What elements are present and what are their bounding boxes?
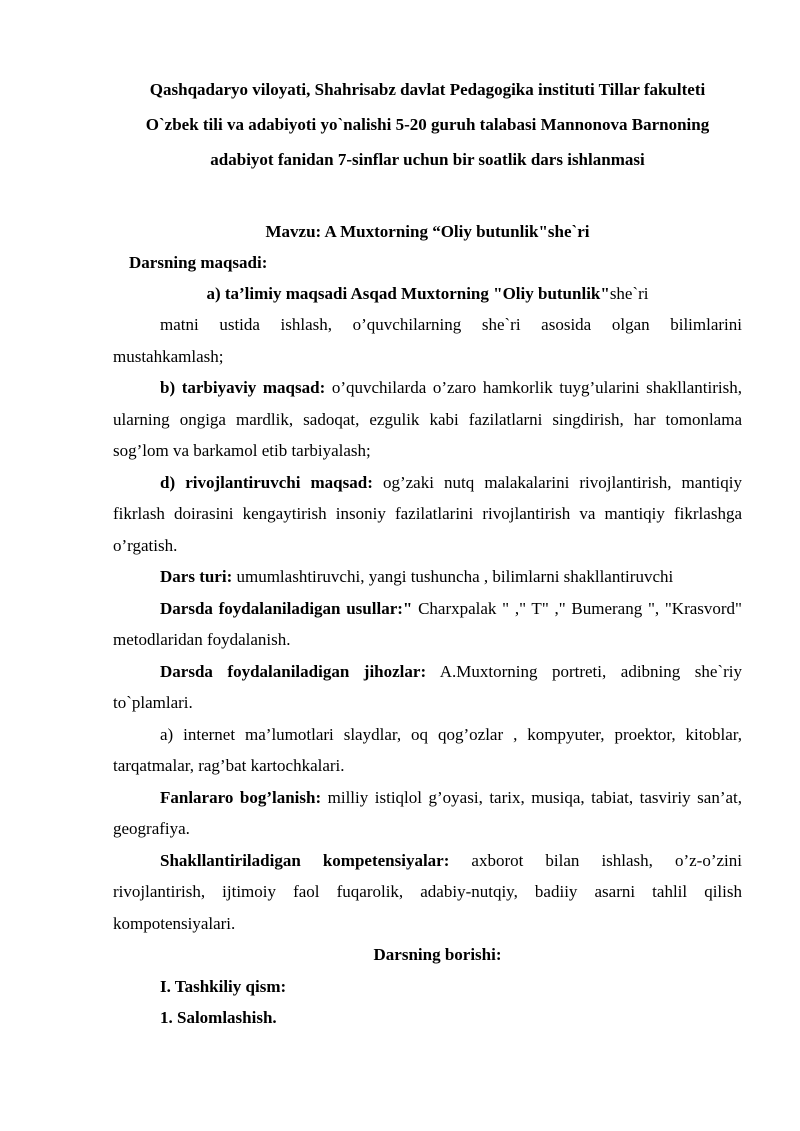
lesson-equipment-text: A.Muxtorning portreti, adibning she`riy to`plamlari.: [113, 661, 742, 712]
competencies-label: Shakllantiriladigan kompetensiyalar:: [160, 850, 450, 870]
competencies-text: axborot bilan ishlash, o’z-o’zini rivojlantirish, ijtimoiy faol fuqarolik, adabiy-nutqiy, badiiy asarni tahlil qilish kompotensiyalari.: [113, 850, 742, 933]
educational-goal-text: matni ustida ishlash, o’quvchilarning she`ri asosida olgan bilimlarini mustahkamlash;: [113, 315, 742, 366]
header-line-3: adabiyot fanidan 7-sinflar uchun bir soatlik dars ishlanmasi: [210, 150, 645, 169]
developmental-goal-text: og’zaki nutq malakalarini rivojlantirish, mantiqiy fikrlash doirasini kengaytirish insoniy fazilatlarini rivojlantirish va mantiqiy fikrlashga o’rgatish.: [113, 472, 742, 555]
interdisciplinary-label: Fanlararo bog’lanish:: [160, 787, 322, 807]
document-header: [113, 72, 742, 177]
document-page: [113, 72, 742, 1034]
lesson-topic: Mavzu: A Muxtorning “Oliy butunlik"she`ri: [265, 222, 590, 241]
header-line-2: O`zbek tili va adabiyoti yo`nalishi 5-20 guruh talabasi Mannonova Barnoning: [145, 115, 710, 134]
lesson-methods-text: Charxpalak " ," T" ," Bumerang ", "Krasvord" metodlaridan foydalanish.: [113, 598, 742, 649]
lesson-type-text: umumlashtiruvchi, yangi tushuncha , bilimlarni shakllantiruvchi: [232, 567, 674, 586]
competencies: [113, 845, 742, 940]
educational-goal-heading: [113, 278, 742, 309]
lesson-type-label: Dars turi:: [160, 567, 233, 586]
lesson-type: [113, 561, 742, 593]
organizational-part-heading: I. Tashkiliy qism:: [160, 976, 287, 996]
upbringing-goal-label: b) tarbiyaviy maqsad:: [160, 378, 326, 397]
lesson-equipment-label: Darsda foydalaniladigan jihozlar:: [160, 661, 427, 681]
lesson-equipment-extra: a) internet ma’lumotlari slaydlar, oq qog’ozlar , kompyuter, proektor, kitoblar, tarqatmalar, rag’bat kartochkalari.: [113, 724, 742, 775]
interdisciplinary-text: milliy istiqlol g’oyasi, tarix, musiqa, tabiat, tasviriy san’at, geografiya.: [113, 787, 743, 838]
interdisciplinary-links: [113, 782, 742, 845]
lesson-methods-label: Darsda foydalaniladigan usullar:": [160, 598, 413, 618]
greeting-step: 1. Salomlashish.: [160, 1008, 277, 1027]
lesson-methods: [113, 593, 742, 656]
educational-goal-tail: she`ri: [609, 284, 649, 303]
lesson-progress-title: Darsning borishi:: [373, 945, 502, 964]
goals-title: Darsning maqsadi:: [129, 253, 268, 272]
upbringing-goal-text: o’quvchilarda o’zaro hamkorlik tuyg’ularini shakllantirish, ularning ongiga mardlik, sadoqat, ezgulik kabi fazilatlarni singdirish, har tomonlama sog’lom va barkamol etib tarbiyalash;: [113, 378, 742, 460]
developmental-goal: [113, 467, 742, 562]
header-line-1: Qashqadaryo viloyati, Shahrisabz davlat Pedagogika instituti Tillar fakulteti: [149, 80, 706, 99]
upbringing-goal: [113, 372, 742, 467]
lesson-equipment: [113, 656, 742, 719]
educational-goal-label: a) ta’limiy maqsadi Asqad Muxtorning "Oliy butunlik": [206, 284, 610, 303]
developmental-goal-label: d) rivojlantiruvchi maqsad:: [160, 472, 373, 492]
